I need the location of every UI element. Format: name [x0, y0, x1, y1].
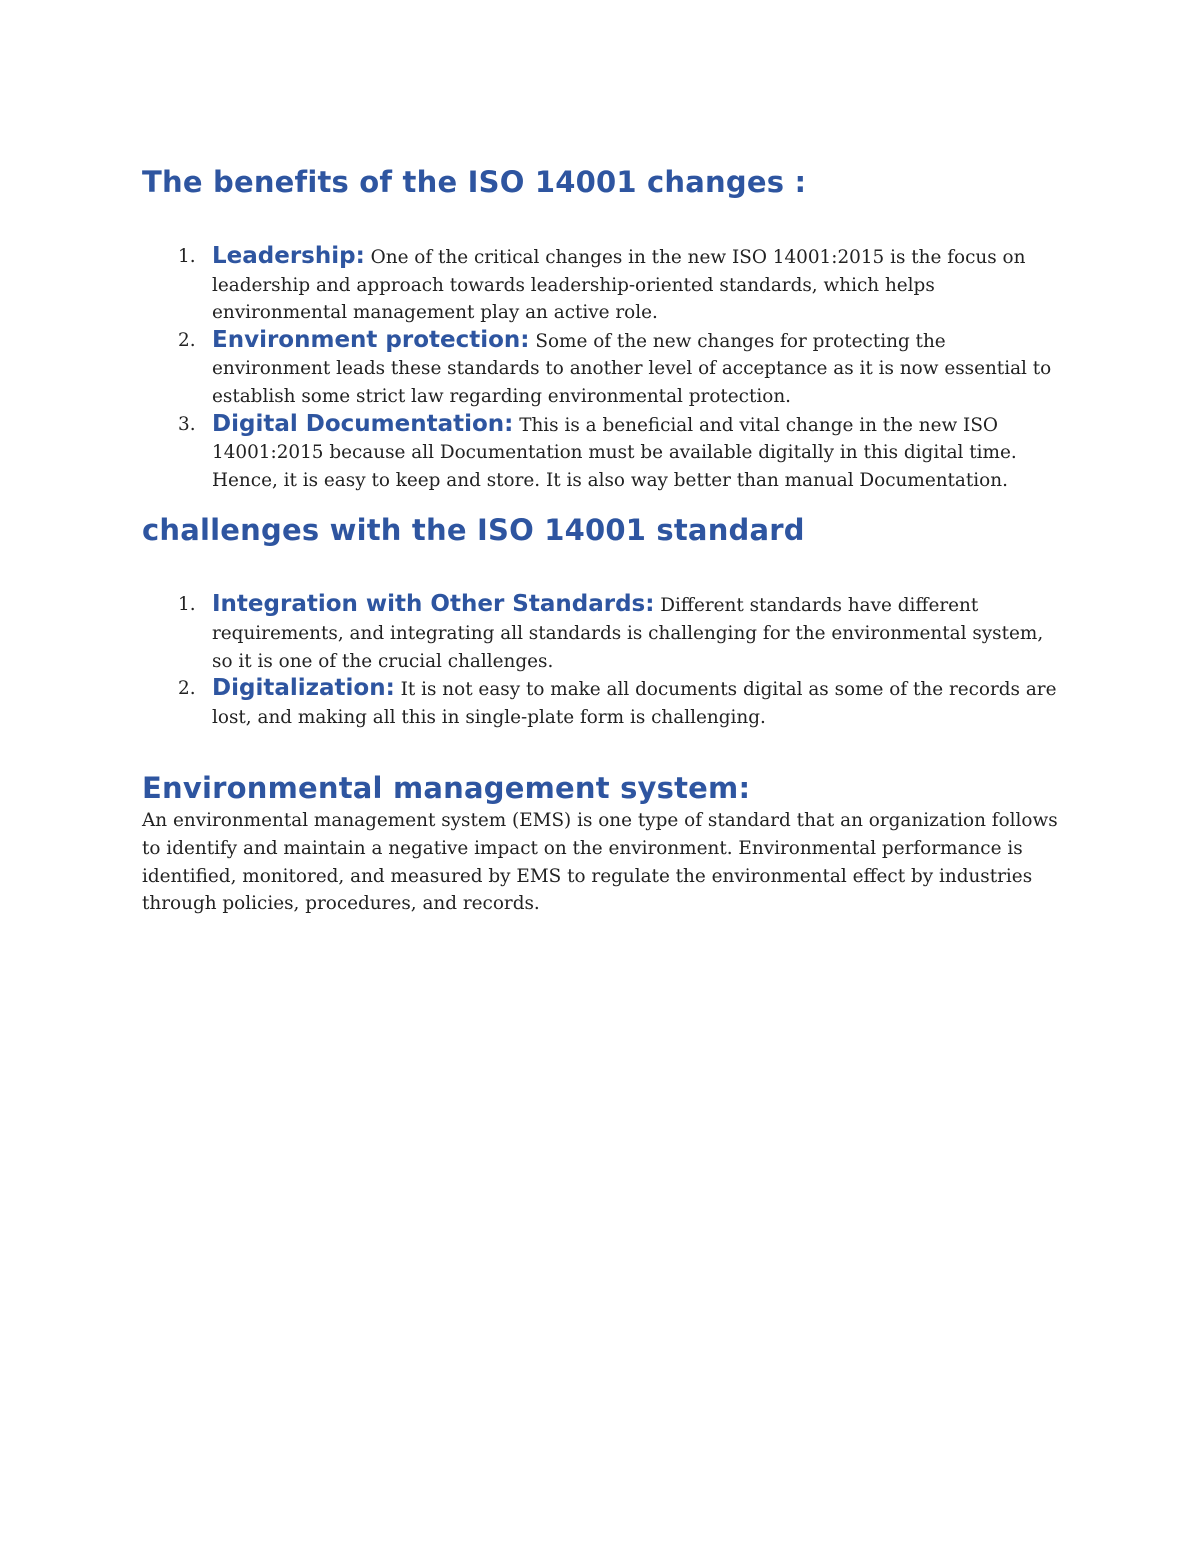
challenges-heading: challenges with the ISO 14001 standard [142, 513, 805, 548]
list-item-text: Different standards have different requirements, and integrating all standards is challenging for the environmental system, so it is one of the crucial challenges. [212, 595, 1044, 672]
list-item-text: One of the critical changes in the new ISO 14001:2015 is the focus on leadership and approach towards leadership-oriented standards, which helps environmental management play an active role. [212, 247, 1026, 324]
list-number: 1. [178, 246, 196, 267]
list-number: 2. [178, 329, 196, 351]
challenges-list-item [142, 675, 1062, 731]
challenges-list-item [142, 591, 1062, 675]
list-number: 3. [178, 413, 196, 435]
ems-heading: Environmental management system: [142, 771, 751, 806]
ems-body-paragraph: An environmental management system (EMS) is one type of standard that an organization follows to identify and maintain a negative impact on the environment. Environmental performance is identified, monitored, and measured by EMS to regulate the environmental effect by industries through policies, procedures, and records. [142, 810, 1058, 915]
benefits-heading: The benefits of the ISO 14001 changes : [142, 165, 807, 199]
list-item-term: Environment protection: [212, 326, 530, 353]
benefits-list-item [142, 411, 1062, 495]
list-item-term: Digitalization: [212, 675, 395, 702]
list-item-term: Integration with Other Standards: [212, 591, 655, 618]
document-content [142, 163, 1062, 918]
benefits-list [142, 243, 1062, 494]
benefits-list-item [142, 327, 1062, 411]
challenges-list [142, 591, 1062, 731]
list-item-text: It is not easy to make all documents digital as some of the records are lost, and making all this in single-plate form is challenging. [212, 679, 1057, 728]
benefits-list-item [142, 243, 1062, 327]
list-number: 1. [178, 594, 196, 616]
list-item-text: This is a beneficial and vital change in the new ISO 14001:2015 because all Documentation must be available digitally in this digital time. Hence, it is easy to keep and store. It is also way better than manual Documentation. [212, 414, 1017, 491]
list-number: 2. [178, 678, 196, 700]
list-item-term: Leadership: [212, 243, 365, 269]
list-item-text: Some of the new changes for protecting the environment leads these standards to another level of acceptance as it is now essential to establish some strict law regarding environmental protection. [212, 330, 1052, 407]
list-item-term: Digital Documentation: [212, 410, 514, 437]
